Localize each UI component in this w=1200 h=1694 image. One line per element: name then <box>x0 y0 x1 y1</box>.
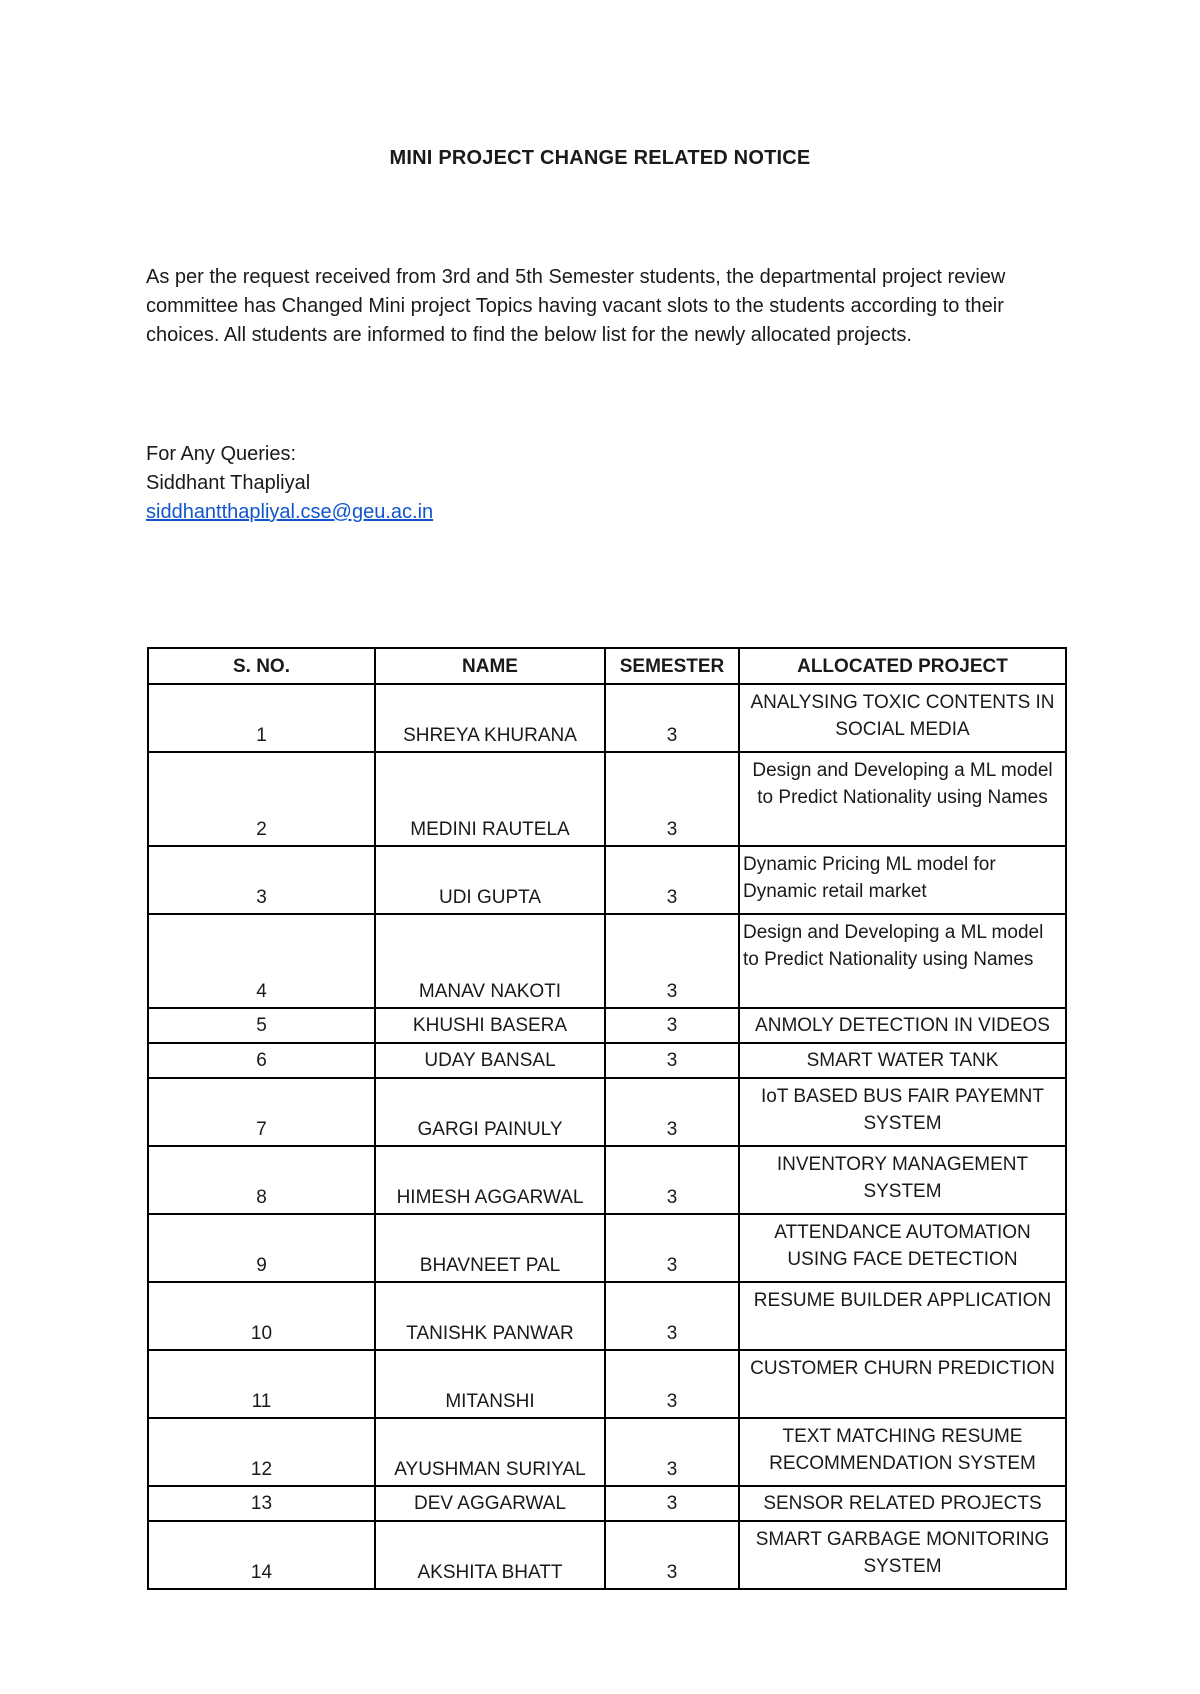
cell-sno: 7 <box>148 1078 375 1146</box>
cell-project: TEXT MATCHING RESUME RECOMMENDATION SYSTEM <box>739 1418 1066 1486</box>
cell-sno: 11 <box>148 1350 375 1418</box>
table-row <box>148 1282 1066 1350</box>
cell-semester: 3 <box>605 1521 739 1589</box>
cell-project: INVENTORY MANAGEMENT SYSTEM <box>739 1146 1066 1214</box>
cell-semester: 3 <box>605 1078 739 1146</box>
cell-semester: 3 <box>605 1146 739 1214</box>
table-row <box>148 1350 1066 1418</box>
cell-semester: 3 <box>605 1008 739 1043</box>
cell-semester: 3 <box>605 1282 739 1350</box>
cell-sno: 6 <box>148 1043 375 1078</box>
cell-name: MANAV NAKOTI <box>375 914 605 1008</box>
cell-sno: 9 <box>148 1214 375 1282</box>
header-semester: SEMESTER <box>605 648 739 684</box>
cell-name: UDAY BANSAL <box>375 1043 605 1078</box>
cell-semester: 3 <box>605 752 739 846</box>
page-title: MINI PROJECT CHANGE RELATED NOTICE <box>389 147 811 169</box>
cell-name: DEV AGGARWAL <box>375 1486 605 1521</box>
cell-project: Design and Developing a ML model to Predict Nationality using Names <box>739 752 1066 846</box>
table-row <box>148 846 1066 914</box>
table-row <box>148 1486 1066 1521</box>
cell-name: KHUSHI BASERA <box>375 1008 605 1043</box>
cell-project: CUSTOMER CHURN PREDICTION <box>739 1350 1066 1418</box>
cell-semester: 3 <box>605 914 739 1008</box>
cell-sno: 1 <box>148 684 375 752</box>
cell-project: IoT BASED BUS FAIR PAYEMNT SYSTEM <box>739 1078 1066 1146</box>
table-row <box>148 1521 1066 1589</box>
header-sno: S. NO. <box>148 648 375 684</box>
cell-semester: 3 <box>605 1214 739 1282</box>
contact-name: Siddhant Thapliyal <box>146 472 311 494</box>
cell-name: TANISHK PANWAR <box>375 1282 605 1350</box>
cell-sno: 14 <box>148 1521 375 1589</box>
table-row <box>148 1418 1066 1486</box>
header-name: NAME <box>375 648 605 684</box>
cell-semester: 3 <box>605 684 739 752</box>
cell-sno: 12 <box>148 1418 375 1486</box>
table-row <box>148 1146 1066 1214</box>
cell-name: MEDINI RAUTELA <box>375 752 605 846</box>
cell-semester: 3 <box>605 1350 739 1418</box>
cell-project: RESUME BUILDER APPLICATION <box>739 1282 1066 1350</box>
table-row <box>148 1008 1066 1043</box>
contact-email-link[interactable]: siddhantthapliyal.cse@geu.ac.in <box>146 501 434 523</box>
contact-label: For Any Queries: <box>146 443 297 465</box>
cell-name: BHAVNEET PAL <box>375 1214 605 1282</box>
cell-project: ATTENDANCE AUTOMATION USING FACE DETECTION <box>739 1214 1066 1282</box>
contact-block <box>146 440 433 527</box>
cell-name: UDI GUPTA <box>375 846 605 914</box>
table-header-row <box>148 648 1066 684</box>
cell-name: GARGI PAINULY <box>375 1078 605 1146</box>
table-row <box>148 684 1066 752</box>
cell-sno: 2 <box>148 752 375 846</box>
allocation-table <box>147 647 1067 1590</box>
table-row <box>148 914 1066 1008</box>
cell-name: AYUSHMAN SURIYAL <box>375 1418 605 1486</box>
cell-name: AKSHITA BHATT <box>375 1521 605 1589</box>
cell-project: SMART GARBAGE MONITORING SYSTEM <box>739 1521 1066 1589</box>
cell-project: ANALYSING TOXIC CONTENTS IN SOCIAL MEDIA <box>739 684 1066 752</box>
cell-project: Design and Developing a ML model to Predict Nationality using Names <box>739 914 1066 1008</box>
intro-paragraph: As per the request received from 3rd and 5th Semester students, the departmental project review committee has Changed Mini project Topics having vacant slots to the students according to their choices. All students are informed to find the below list for the newly allocated projects. <box>146 266 1006 346</box>
header-project: ALLOCATED PROJECT <box>739 648 1066 684</box>
cell-sno: 8 <box>148 1146 375 1214</box>
cell-project: Dynamic Pricing ML model for Dynamic retail market <box>739 846 1066 914</box>
cell-name: SHREYA KHURANA <box>375 684 605 752</box>
cell-sno: 10 <box>148 1282 375 1350</box>
cell-project: ANMOLY DETECTION IN VIDEOS <box>739 1008 1066 1043</box>
cell-semester: 3 <box>605 846 739 914</box>
cell-sno: 5 <box>148 1008 375 1043</box>
cell-name: HIMESH AGGARWAL <box>375 1146 605 1214</box>
cell-project: SMART WATER TANK <box>739 1043 1066 1078</box>
cell-name: MITANSHI <box>375 1350 605 1418</box>
cell-semester: 3 <box>605 1043 739 1078</box>
cell-project: SENSOR RELATED PROJECTS <box>739 1486 1066 1521</box>
cell-sno: 4 <box>148 914 375 1008</box>
cell-semester: 3 <box>605 1486 739 1521</box>
cell-sno: 13 <box>148 1486 375 1521</box>
table-row <box>148 752 1066 846</box>
cell-semester: 3 <box>605 1418 739 1486</box>
table-row <box>148 1043 1066 1078</box>
cell-sno: 3 <box>148 846 375 914</box>
table-row <box>148 1214 1066 1282</box>
table-row <box>148 1078 1066 1146</box>
